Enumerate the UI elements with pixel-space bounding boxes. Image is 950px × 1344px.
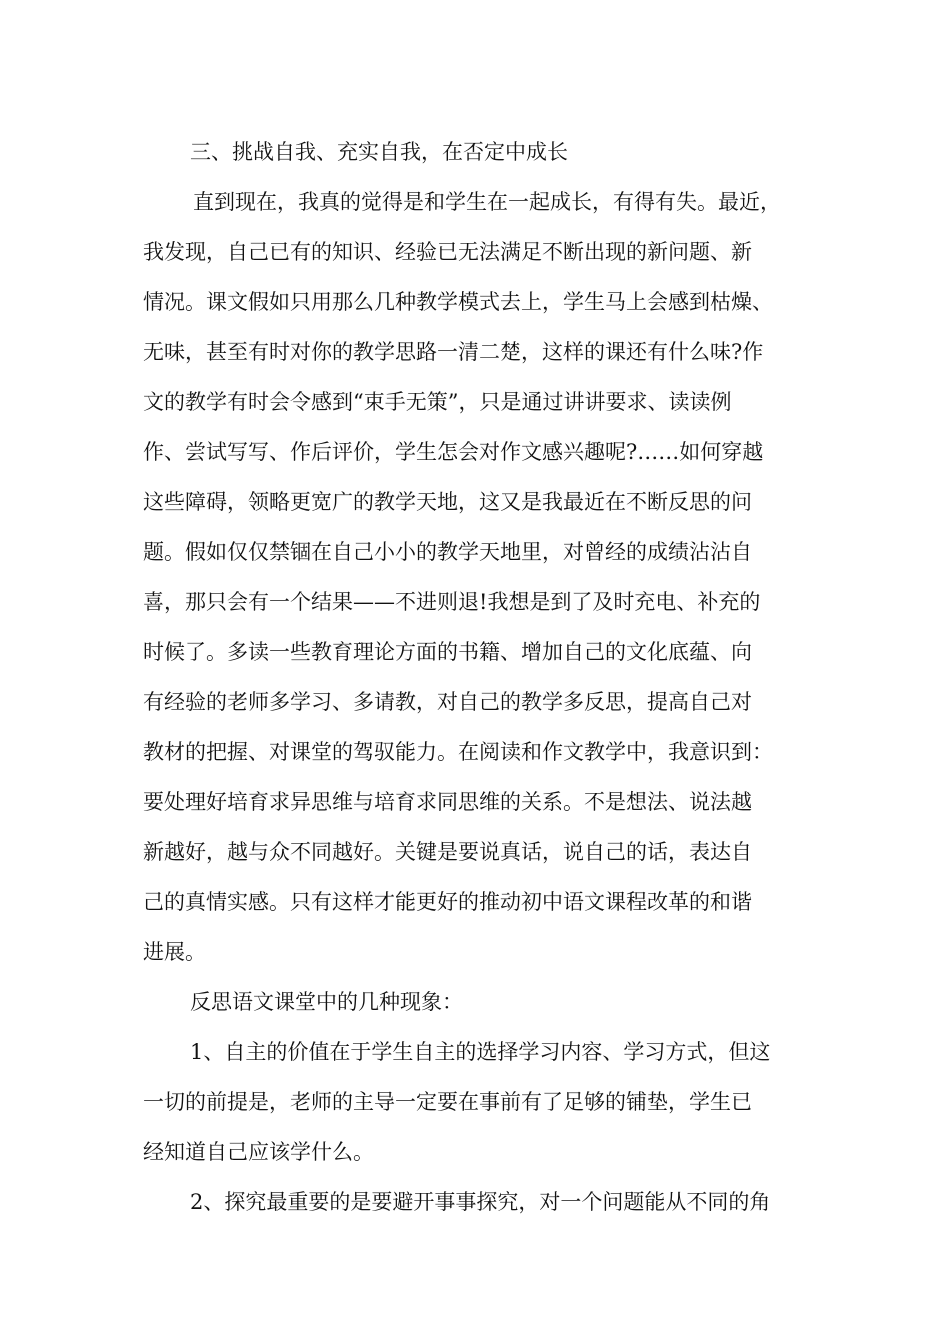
- paragraph-line: 有经验的老师多学习、多请教，对自己的教学多反思，提高自己对: [143, 690, 752, 714]
- paragraph-line: 新越好，越与众不同越好。关键是要说真话，说自己的话，表达自: [143, 840, 752, 864]
- paragraph-line: 教材的把握、对课堂的驾驭能力。在阅读和作文教学中，我意识到：: [143, 740, 773, 764]
- paragraph-line: 喜，那只会有一个结果——不进则退!我想是到了及时充电、补充的: [143, 590, 761, 614]
- subheading-line: 反思语文课堂中的几种现象：: [190, 990, 463, 1014]
- paragraph-line: 要处理好培育求异思维与培育求同思维的关系。不是想法、说法越: [143, 790, 752, 814]
- list-item-line: 经知道自己应该学什么。: [143, 1140, 374, 1164]
- paragraph-line: 己的真情实感。只有这样才能更好的推动初中语文课程改革的和谐: [143, 890, 752, 914]
- list-item-line: 一切的前提是，老师的主导一定要在事前有了足够的铺垫，学生已: [143, 1090, 752, 1114]
- paragraph-line: 文的教学有时会令感到“束手无策”，只是通过讲讲要求、读读例: [143, 390, 732, 414]
- paragraph-line: 我发现，自己已有的知识、经验已无法满足不断出现的新问题、新: [143, 240, 752, 264]
- paragraph-line: 直到现在，我真的觉得是和学生在一起成长，有得有失。最近，: [193, 190, 781, 214]
- paragraph-line: 情况。课文假如只用那么几种教学模式去上，学生马上会感到枯燥、: [143, 290, 773, 314]
- section-heading: 三、挑战自我、充实自我，在否定中成长: [190, 140, 568, 164]
- paragraph-line: 题。假如仅仅禁锢在自己小小的教学天地里，对曾经的成绩沾沾自: [143, 540, 752, 564]
- list-item-line: 2、探究最重要的是要避开事事探究，对一个问题能从不同的角: [190, 1190, 771, 1214]
- paragraph-line: 时候了。多读一些教育理论方面的书籍、增加自己的文化底蕴、向: [143, 640, 752, 664]
- paragraph-line: 这些障碍，领略更宽广的教学天地，这又是我最近在不断反思的问: [143, 490, 752, 514]
- list-item-line: 1、自主的价值在于学生自主的选择学习内容、学习方式，但这: [190, 1040, 771, 1064]
- paragraph-line: 进展。: [143, 940, 206, 964]
- paragraph-line: 作、尝试写写、作后评价，学生怎会对作文感兴趣呢?……如何穿越: [143, 440, 764, 464]
- paragraph-line: 无味，甚至有时对你的教学思路一清二楚，这样的课还有什么味?作: [143, 340, 764, 364]
